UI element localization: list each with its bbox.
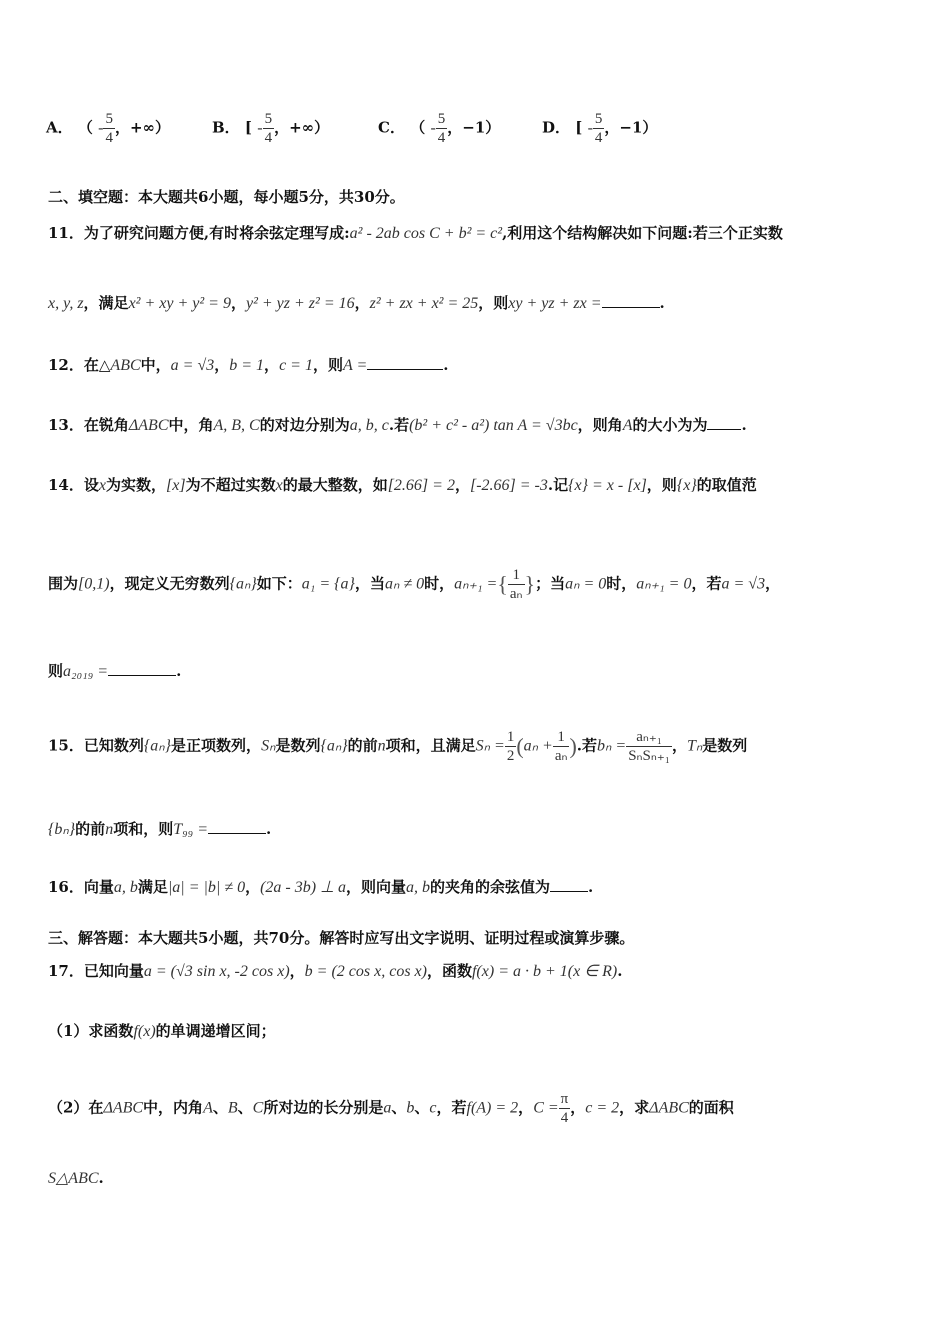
question-14-line-1: 14．设x为实数，[x]为不超过实数x的最大整数，如[2.66] = 2，[-2.66] = -3.记{x} = x - [x]，则{x}的取值范: [48, 476, 757, 494]
fraction: $\frac{5}{4}$: [264, 111, 273, 146]
fraction: $\frac{5}{4}$: [105, 111, 113, 146]
fraction: $\frac{1}{\text{aₙ}}$: [554, 729, 568, 764]
section-heading: 二、填空题：本大题共6小题，每小题5分，共30分。: [48, 188, 405, 206]
question-12: 12．在△ABC中，a = √3，b = 1，c = 1，则A = .: [48, 356, 449, 374]
answer-blank: [707, 427, 741, 430]
question-11-line-1: 11．为了研究问题方便,有时将余弦定理写成:a² - 2ab cos C + b² = c²,利用这个结构解决如下问题:若三个正实数: [48, 224, 783, 242]
fraction: $\frac{\pi}{4}$: [560, 1091, 569, 1126]
fraction: $\frac{\text{aₙ₊₁}}{\text{SₙSₙ₊₁}}$: [628, 729, 670, 764]
answer-blank: [367, 367, 443, 370]
question-14-line-2: 围为[0,1)，现定义无穷数列{aₙ}如下：a₁ = {a}，当aₙ ≠ 0时，aₙ₊₁ ={ $\frac{1}{\text{aₙ}}$ }；当aₙ = 0时，aₙ₊₁ = 0，若a = √3，: [48, 567, 781, 602]
question-16: 16．向量a, b满足|a| = |b| ≠ 0，(2a - 3b) ⊥ a，则向量a, b的夹角的余弦值为 .: [48, 878, 594, 896]
question-13: 13．在锐角ΔABC中，角A, B, C的对边分别为a, b, c.若(b² + c² - a²) tan A = √3bc，则角A的大小为为 .: [48, 416, 747, 434]
option-d: D． [ - $\frac{5}{4}$ ，−1）: [542, 111, 658, 146]
answer-blank: [550, 889, 588, 892]
option-a: A． （ - $\frac{5}{4}$ ，+∞）: [46, 111, 171, 146]
question-17-area: S△ABC.: [48, 1169, 104, 1187]
question-17-part-2: （2）在ΔABC中，内角A、B、C所对边的长分别是a、b、c，若f(A) = 2，C = $\frac{\pi}{4}$ ，c = 2，求ΔABC的面积: [48, 1091, 734, 1126]
answer-blank: [208, 831, 266, 834]
answer-blank: [108, 673, 176, 676]
question-15-line-1: 15．已知数列{aₙ}是正项数列，Sₙ是数列{aₙ}的前n项和，且满足Sₙ = $\frac{1}{2}$ (aₙ + $\frac{1}{\text{aₙ}}$ ).若bₙ = $\frac{\text{aₙ₊₁}}{\text{SₙSₙ₊₁}}$ ，Tₙ是数列: [48, 729, 748, 764]
fraction: $\frac{1}{2}$: [506, 729, 515, 764]
option-c: C． （ - $\frac{5}{4}$ ，−1）: [378, 111, 501, 146]
question-17-part-1: （1）求函数f(x)的单调递增区间；: [48, 1022, 276, 1040]
question-17: 17．已知向量a = (√3 sin x, -2 cos x)，b = (2 cos x, cos x)，函数f(x) = a · b + 1(x ∈ R).: [48, 962, 623, 980]
section-heading: 三、解答题：本大题共5小题，共70分。解答时应写出文字说明、证明过程或演算步骤。: [48, 929, 635, 947]
answer-blank: [602, 305, 660, 308]
fraction: $\frac{5}{4}$: [437, 111, 446, 146]
option-b: B． [ - $\frac{5}{4}$ ，+∞）: [212, 111, 330, 146]
fraction: $\frac{1}{\text{aₙ}}$: [509, 567, 523, 602]
question-14-line-3: 则a₂₀₁₉ = .: [48, 662, 182, 680]
fraction: $\frac{5}{4}$: [594, 111, 603, 146]
question-11-line-2: x, y, z，满足x² + xy + y² = 9，y² + yz + z² = 16，z² + zx + x² = 25，则xy + yz + zx = .: [48, 294, 665, 312]
question-15-line-2: {bₙ}的前n项和，则T₉₉ = .: [48, 820, 272, 838]
